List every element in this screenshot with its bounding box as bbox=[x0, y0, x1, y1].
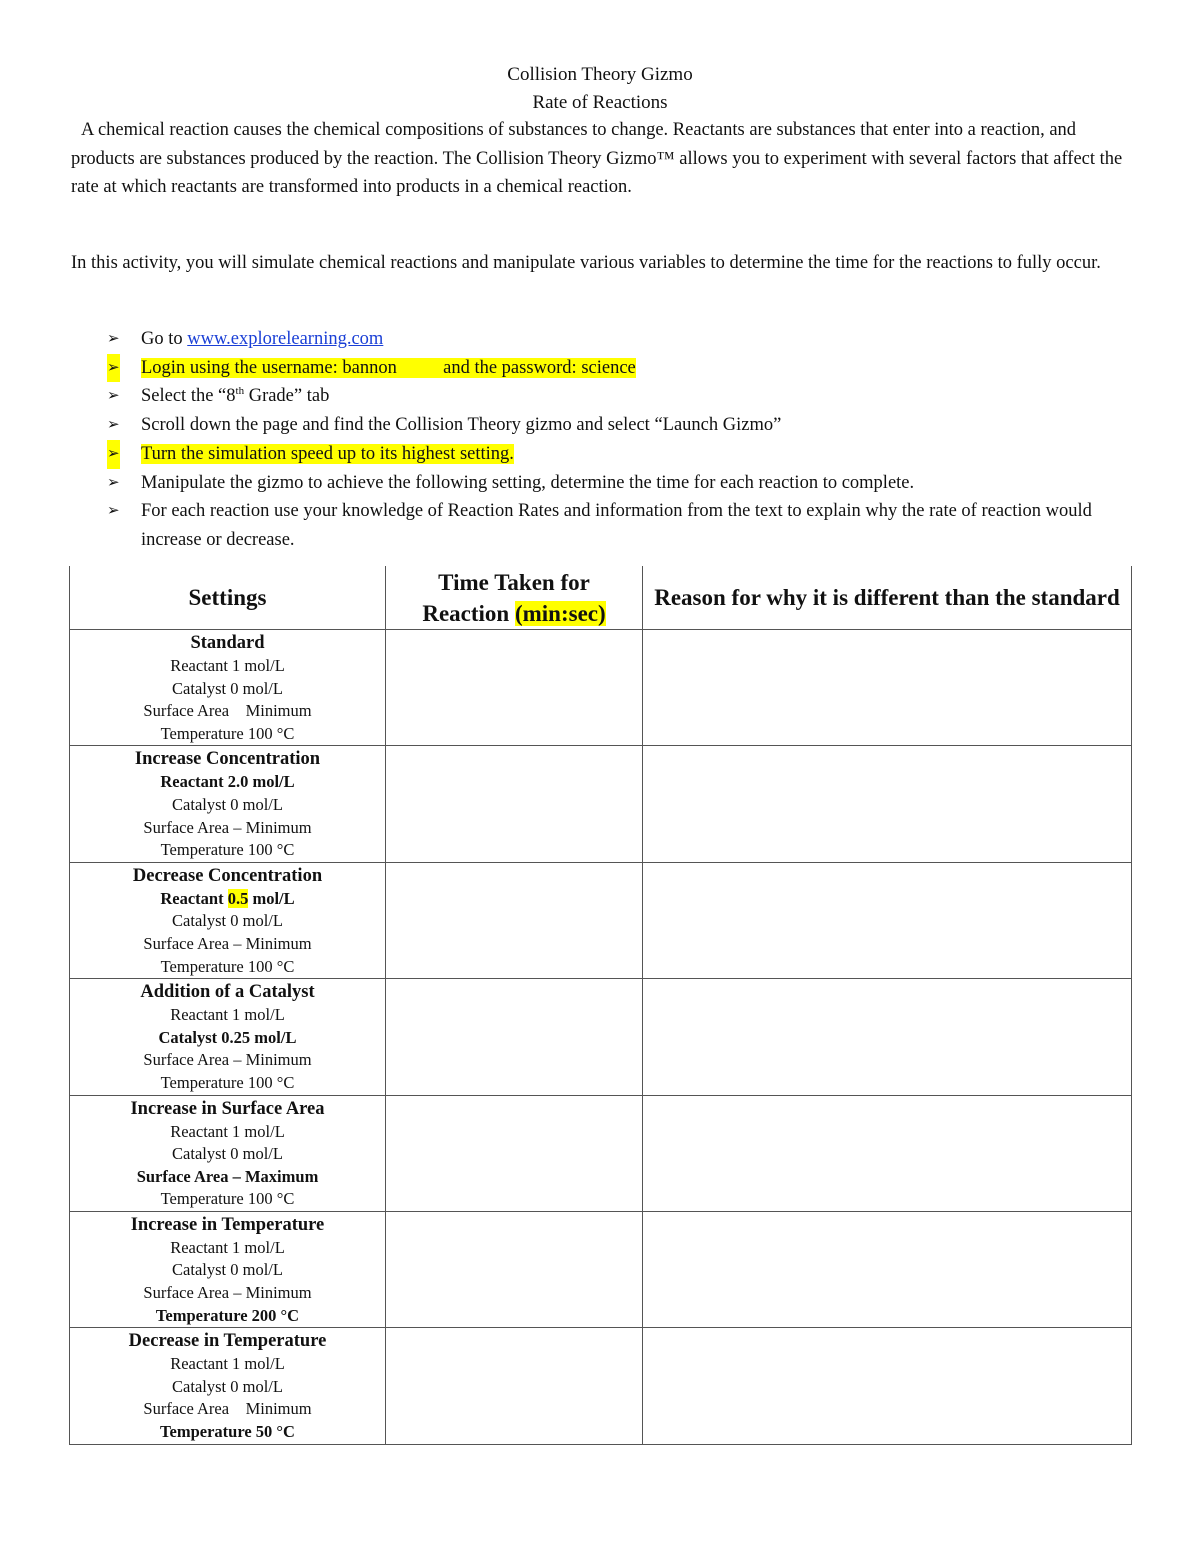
page-subtitle: Rate of Reactions bbox=[532, 92, 668, 113]
setting-name: Increase in Temperature bbox=[130, 1214, 325, 1235]
step-item bbox=[105, 354, 1125, 383]
temperature-value: Temperature 100 °C bbox=[160, 723, 295, 743]
time-answer-cell[interactable] bbox=[386, 630, 643, 746]
step-item bbox=[105, 497, 1125, 554]
time-answer-cell[interactable] bbox=[386, 1095, 643, 1211]
arrow-bullet-icon: ➢ bbox=[107, 331, 120, 347]
setting-name: Increase in Surface Area bbox=[130, 1098, 325, 1119]
step-text: For each reaction use your knowledge of Reaction Rates and information from the text to explain why the rate of reaction would increase or decrease. bbox=[141, 501, 1092, 550]
table-row bbox=[70, 979, 1132, 1095]
reason-answer-cell[interactable] bbox=[643, 862, 1132, 978]
setting-name: Decrease in Temperature bbox=[128, 1331, 327, 1352]
step-text: Scroll down the page and find the Collision Theory gizmo and select “Launch Gizmo” bbox=[141, 415, 782, 436]
time-header-units: (min:sec) bbox=[514, 600, 606, 626]
surface-area-value: Surface Area – Minimum bbox=[143, 933, 312, 953]
temperature-value: Temperature 200 °C bbox=[155, 1305, 300, 1325]
catalyst-value: Catalyst 0.25 mol/L bbox=[158, 1027, 297, 1047]
login-instruction: Login using the username: bannon and the password: science bbox=[141, 357, 636, 378]
reason-answer-cell[interactable] bbox=[643, 1211, 1132, 1327]
settings-cell bbox=[70, 862, 386, 978]
step-item bbox=[105, 382, 1125, 411]
time-answer-cell[interactable] bbox=[386, 1211, 643, 1327]
temperature-value: Temperature 100 °C bbox=[160, 956, 295, 976]
reactant-value bbox=[70, 888, 385, 911]
step-text: Grade” tab bbox=[244, 386, 330, 407]
arrow-bullet-icon: ➢ bbox=[107, 474, 120, 491]
reason-answer-cell[interactable] bbox=[643, 979, 1132, 1095]
catalyst-value: Catalyst 0 mol/L bbox=[172, 1260, 283, 1280]
step-item bbox=[105, 469, 1125, 498]
arrow-bullet-icon: ➢ bbox=[107, 503, 120, 520]
settings-cell bbox=[70, 746, 386, 862]
arrow-bullet-icon: ➢ bbox=[107, 388, 120, 405]
intro-paragraph: A chemical reaction causes the chemical compositions of substances to change. Reactants are substances that enter into a reaction, and products are substances produced by the reaction. The Collision Theory Gizmo™ allows you to experiment with several factors that affect the rate at which reactants are transformed into products in a chemical reaction. bbox=[71, 120, 1123, 197]
time-answer-cell[interactable] bbox=[386, 1328, 643, 1444]
arrow-bullet-icon: ➢ bbox=[107, 417, 120, 434]
arrow-bullet-icon: ➢ bbox=[107, 440, 120, 469]
step-text: Go to bbox=[141, 329, 188, 349]
activity-paragraph: In this activity, you will simulate chemical reactions and manipulate various variables to determine the time for the reactions to fully occur. bbox=[71, 253, 1101, 273]
time-header bbox=[386, 566, 643, 630]
surface-area-value: Surface Area Minimum bbox=[143, 1399, 312, 1419]
page-title: Collision Theory Gizmo bbox=[507, 64, 693, 85]
reactant-value: Reactant 1 mol/L bbox=[170, 1005, 285, 1025]
catalyst-value: Catalyst 0 mol/L bbox=[172, 794, 283, 814]
table-header-row bbox=[70, 566, 1132, 630]
time-header-line1: Time Taken for bbox=[438, 569, 590, 595]
settings-cell bbox=[70, 1095, 386, 1211]
instruction-list bbox=[105, 325, 1125, 555]
table-row bbox=[70, 862, 1132, 978]
catalyst-value: Catalyst 0 mol/L bbox=[172, 1376, 283, 1396]
time-header-line2: Reaction bbox=[422, 600, 515, 626]
time-answer-cell[interactable] bbox=[386, 746, 643, 862]
settings-header: Settings bbox=[70, 566, 386, 630]
catalyst-value: Catalyst 0 mol/L bbox=[172, 1144, 283, 1164]
settings-cell bbox=[70, 630, 386, 746]
table-row bbox=[70, 1095, 1132, 1211]
step-item bbox=[105, 440, 1125, 469]
surface-area-value: Surface Area – Minimum bbox=[143, 1283, 312, 1303]
reaction-table bbox=[69, 566, 1132, 1445]
reactant-value: Reactant 1 mol/L bbox=[170, 656, 285, 675]
settings-cell bbox=[70, 1211, 386, 1327]
table-row bbox=[70, 1211, 1132, 1327]
temperature-value: Temperature 100 °C bbox=[160, 1189, 295, 1209]
speed-instruction: Turn the simulation speed up to its highest setting. bbox=[141, 443, 514, 464]
reactant-value: Reactant 2.0 mol/L bbox=[160, 772, 295, 792]
time-answer-cell[interactable] bbox=[386, 862, 643, 978]
reason-answer-cell[interactable] bbox=[643, 1095, 1132, 1211]
reactant-label: Reactant bbox=[160, 888, 228, 908]
surface-area-value: Surface Area Minimum bbox=[143, 701, 312, 721]
surface-area-value: Surface Area – Minimum bbox=[143, 817, 312, 837]
setting-name: Standard bbox=[190, 633, 265, 653]
temperature-value: Temperature 50 °C bbox=[160, 1422, 295, 1442]
settings-cell bbox=[70, 1328, 386, 1444]
catalyst-value: Catalyst 0 mol/L bbox=[172, 911, 283, 931]
temperature-value: Temperature 100 °C bbox=[160, 1072, 295, 1092]
explorelearning-link[interactable]: www.explorelearning.com bbox=[187, 329, 384, 349]
temperature-value: Temperature 100 °C bbox=[160, 840, 295, 860]
time-answer-cell[interactable] bbox=[386, 979, 643, 1095]
reason-answer-cell[interactable] bbox=[643, 1328, 1132, 1444]
setting-name: Addition of a Catalyst bbox=[140, 982, 315, 1003]
superscript: th bbox=[235, 385, 245, 398]
settings-cell bbox=[70, 979, 386, 1095]
reason-answer-cell[interactable] bbox=[643, 630, 1132, 746]
step-text: Manipulate the gizmo to achieve the following setting, determine the time for each reaction to complete. bbox=[141, 472, 915, 493]
surface-area-value: Surface Area – Maximum bbox=[136, 1166, 319, 1186]
reactant-amount: 0.5 bbox=[227, 888, 249, 908]
reason-answer-cell[interactable] bbox=[643, 746, 1132, 862]
reactant-value: Reactant 1 mol/L bbox=[170, 1121, 285, 1141]
surface-area-value: Surface Area – Minimum bbox=[143, 1050, 312, 1070]
table-row bbox=[70, 746, 1132, 862]
step-text: Select the “8 bbox=[141, 386, 236, 407]
setting-name: Increase Concentration bbox=[134, 749, 321, 770]
arrow-bullet-icon: ➢ bbox=[107, 354, 120, 383]
setting-name: Decrease Concentration bbox=[132, 865, 323, 886]
reactant-unit: mol/L bbox=[248, 888, 295, 908]
reactant-value: Reactant 1 mol/L bbox=[170, 1354, 285, 1374]
table-row bbox=[70, 1328, 1132, 1444]
catalyst-value: Catalyst 0 mol/L bbox=[172, 678, 283, 698]
step-item bbox=[105, 325, 1125, 354]
table-row bbox=[70, 630, 1132, 746]
reactant-value: Reactant 1 mol/L bbox=[170, 1237, 285, 1257]
reason-header: Reason for why it is different than the standard bbox=[643, 566, 1132, 630]
step-item bbox=[105, 411, 1125, 440]
